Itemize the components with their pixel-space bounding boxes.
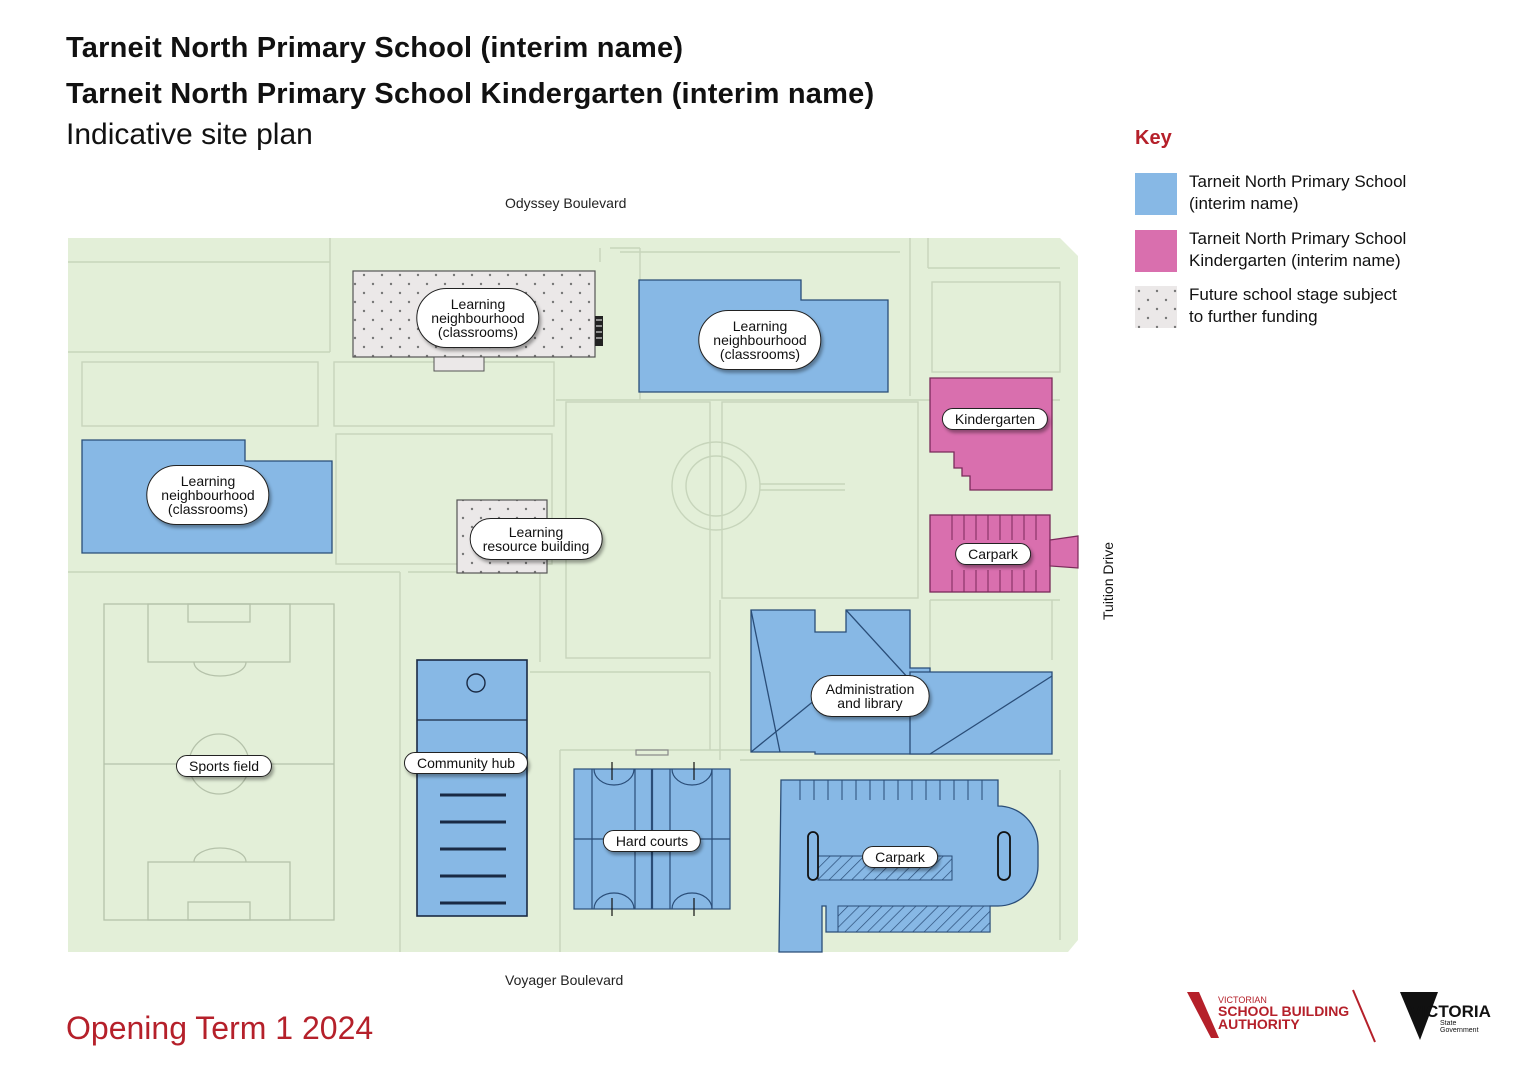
key-swatch-future xyxy=(1135,286,1177,328)
victoria-government-logo xyxy=(1398,988,1498,1048)
label-administration-library: Administration and library xyxy=(811,675,930,717)
label-sports-field: Sports field xyxy=(176,755,272,777)
label-community-hub: Community hub xyxy=(404,752,528,774)
vsba-logo xyxy=(1185,988,1385,1048)
opening-date: Opening Term 1 2024 xyxy=(66,1010,374,1046)
title-line-1: Tarneit North Primary School (interim name) xyxy=(66,32,684,64)
key-label-future: Future school stage subject to further funding xyxy=(1189,285,1397,326)
road-voyager-boulevard: Voyager Boulevard xyxy=(505,972,624,988)
community-hub-building xyxy=(417,660,527,916)
victoria-logo-subtext: State Government xyxy=(1440,1020,1479,1034)
key-label-kindergarten: Tarneit North Primary School Kindergarten (interim name) xyxy=(1189,229,1407,270)
key-title: Key xyxy=(1135,127,1172,149)
label-kindergarten: Kindergarten xyxy=(942,408,1048,430)
label-kinder-carpark: Carpark xyxy=(955,543,1031,565)
vsba-logo-text: SCHOOL BUILDING AUTHORITY xyxy=(1218,1003,1350,1032)
label-learning-resource-building: Learning resource building xyxy=(470,518,603,560)
victoria-logo-text: VICTORIA xyxy=(1410,1002,1491,1021)
label-learning-neighbourhood-future: Learning neighbourhood (classrooms) xyxy=(416,288,539,348)
subtitle: Indicative site plan xyxy=(66,118,313,151)
road-odyssey-boulevard: Odyssey Boulevard xyxy=(505,195,627,211)
road-tuition-drive: Tuition Drive xyxy=(1100,541,1116,620)
label-hard-courts: Hard courts xyxy=(603,830,701,852)
label-main-carpark: Carpark xyxy=(862,846,938,868)
key-swatch-school xyxy=(1135,173,1177,215)
key-label-school: Tarneit North Primary School (interim name) xyxy=(1189,172,1407,213)
label-learning-neighbourhood-top: Learning neighbourhood (classrooms) xyxy=(698,310,821,370)
label-learning-neighbourhood-left: Learning neighbourhood (classrooms) xyxy=(146,465,269,525)
title-line-2: Tarneit North Primary School Kindergarten (interim name) xyxy=(66,78,875,110)
key-swatch-kindergarten xyxy=(1135,230,1177,272)
vsba-logo-small-text: VICTORIAN xyxy=(1218,995,1267,1005)
